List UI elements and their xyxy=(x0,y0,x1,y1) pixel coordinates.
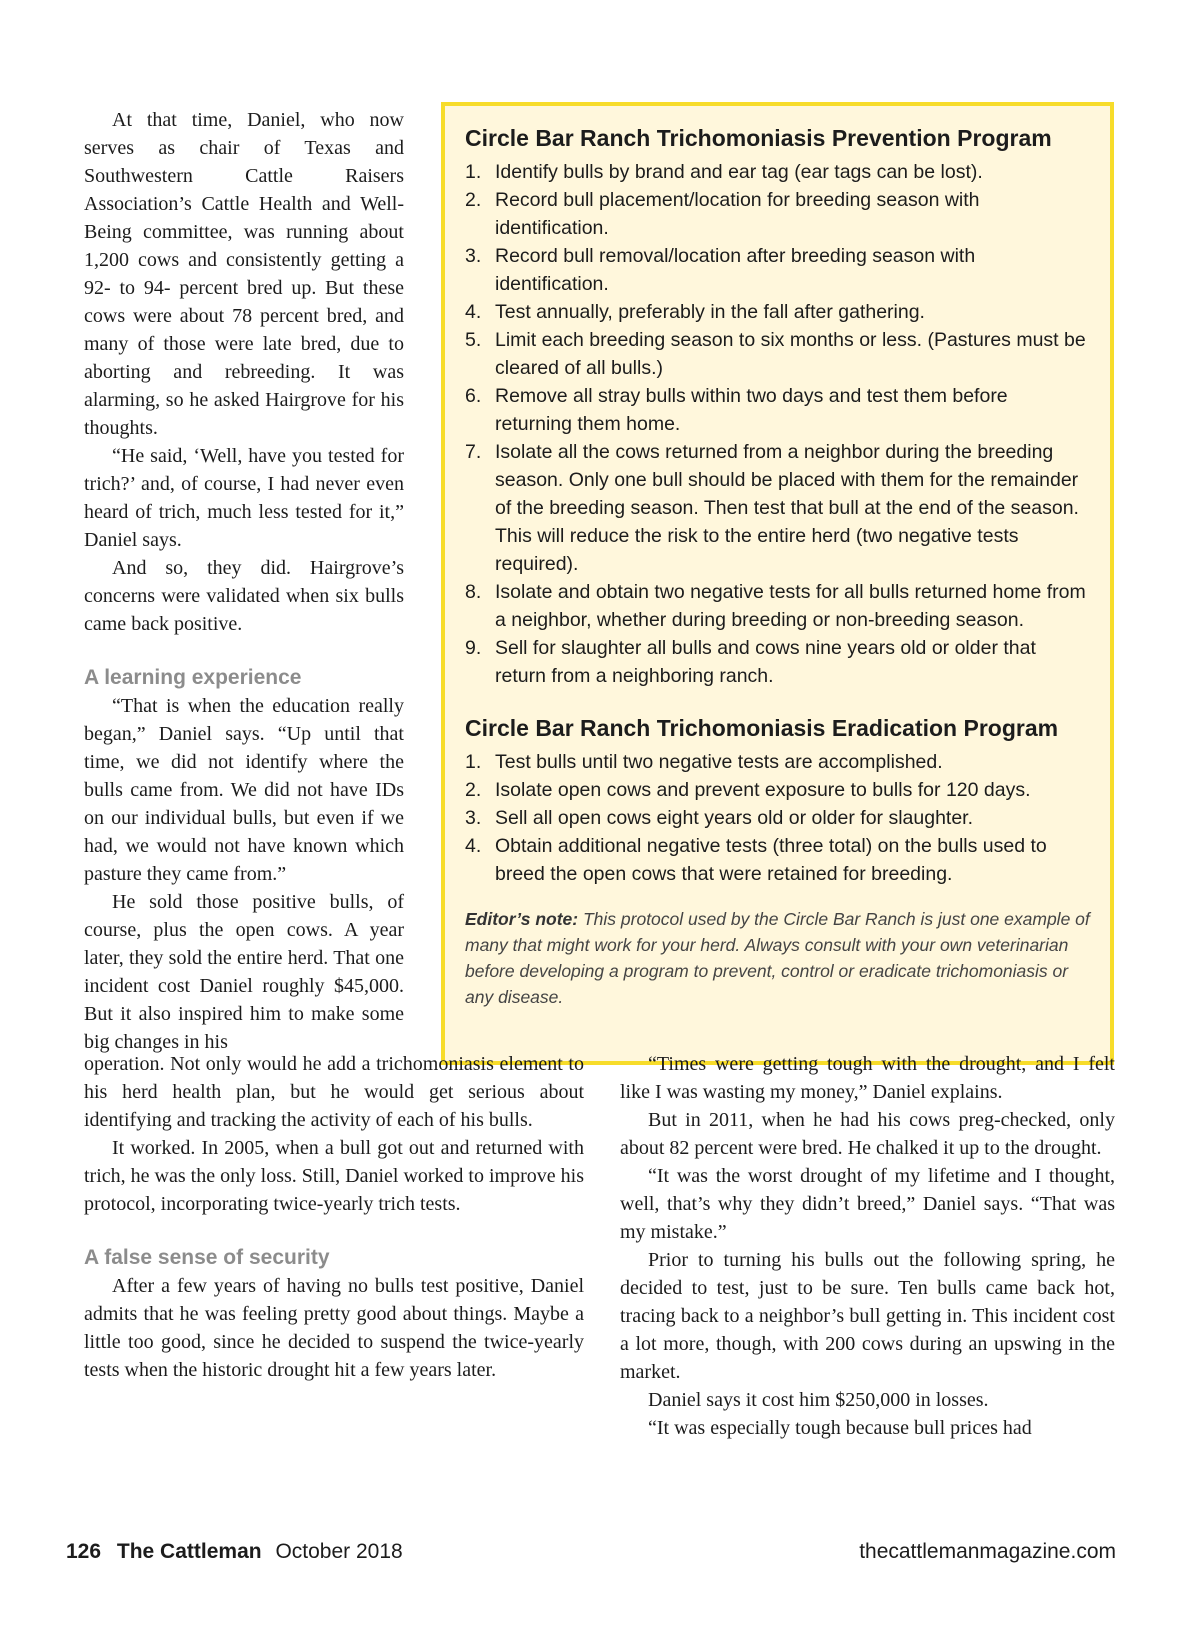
article-paragraph: operation. Not only would he add a trichomoniasis element to his herd health plan, but he would get serious about identifying and tracking the activity of each of his bulls. xyxy=(84,1053,584,1131)
page-footer xyxy=(66,1540,1116,1570)
article-paragraph: “He said, ‘Well, have you tested for trich?’ and, of course, I had never even heard of trich, much less tested for it,” Daniel says. xyxy=(84,445,404,551)
subhead-false-sense-of-security: A false sense of security xyxy=(84,1246,330,1269)
list-number: 6. xyxy=(465,385,482,407)
subhead-learning-experience: A learning experience xyxy=(84,666,302,689)
list-item xyxy=(465,748,1090,776)
list-text: Record bull removal/location after breeding season with identification. xyxy=(495,245,976,295)
list-number: 1. xyxy=(465,751,482,773)
prevention-list xyxy=(465,158,1090,690)
list-item xyxy=(465,242,1090,298)
list-text: Test bulls until two negative tests are accomplished. xyxy=(495,751,943,773)
article-paragraph: “That is when the education really began,” Daniel says. “Up until that time, we did not identify where the bulls came from. We did not have IDs on our individual bulls, but even if we had, we would not have known which pasture they came from.” xyxy=(84,695,404,885)
list-item xyxy=(465,326,1090,382)
list-text: Isolate and obtain two negative tests for all bulls returned home from a neighbor, whether during breeding or non-breeding season. xyxy=(495,581,1086,631)
list-text: Isolate all the cows returned from a neighbor during the breeding season. Only one bull should be placed with them for the remainder of the breeding season. Then test that bull at the end of the season. This will reduce the risk to the entire herd (two negative tests required). xyxy=(495,441,1079,575)
eradication-list xyxy=(465,748,1090,888)
list-text: Sell for slaughter all bulls and cows nine years old or older that return from a neighboring ranch. xyxy=(495,637,1036,687)
article-paragraph: “It was the worst drought of my lifetime and I thought, well, that’s why they didn’t breed,” Daniel says. “That was my mistake.” xyxy=(620,1165,1115,1243)
list-item xyxy=(465,832,1090,888)
article-paragraph: “It was especially tough because bull prices had xyxy=(648,1417,1032,1439)
editor-note xyxy=(465,906,1090,1010)
list-number: 7. xyxy=(465,441,482,463)
list-text: Limit each breeding season to six months or less. (Pastures must be cleared of all bulls.) xyxy=(495,329,1086,379)
list-number: 4. xyxy=(465,301,482,323)
article-continuation xyxy=(84,1050,584,1384)
article-paragraph: At that time, Daniel, who now serves as chair of Texas and Southwestern Cattle Raisers Association’s Cattle Health and Well-Being committee, was running about 1,200 cows and consistently getting a 92- to 94- percent bred up. But these cows were about 78 percent bred, and many of those were late bred, due to aborting and rebreeding. It was alarming, so he asked Hairgrove for his thoughts. xyxy=(84,109,404,439)
list-text: Identify bulls by brand and ear tag (ear tags can be lost). xyxy=(495,161,983,183)
page-number: 126 xyxy=(66,1540,102,1563)
prevention-program-title: Circle Bar Ranch Trichomoniasis Prevention Program xyxy=(465,125,1052,151)
list-item xyxy=(465,298,1090,326)
article-paragraph: Prior to turning his bulls out the following spring, he decided to test, just to be sure. Ten bulls came back hot, tracing back to a neighbor’s bull getting in. This incident cost a lot more, though, with 200 cows during an upswing in the market. xyxy=(620,1249,1115,1383)
list-text: Test annually, preferably in the fall after gathering. xyxy=(495,301,925,323)
article-right-column xyxy=(620,1050,1115,1442)
list-text: Sell all open cows eight years old or older for slaughter. xyxy=(495,807,974,829)
editor-note-text: This protocol used by the Circle Bar Ranch is just one example of many that might work for your herd. Always consult with your own veterinarian before developing a program to prevent, control or eradicate trichomoniasis or any disease. xyxy=(465,909,1090,1007)
article-paragraph: He sold those positive bulls, of course, plus the open cows. A year later, they sold the entire herd. That one incident cost Daniel roughly $45,000. But it also inspired him to make some big changes in his xyxy=(84,891,404,1053)
list-item xyxy=(465,438,1090,578)
article-paragraph: And so, they did. Hairgrove’s concerns were validated when six bulls came back positive. xyxy=(84,557,404,635)
list-text: Obtain additional negative tests (three total) on the bulls used to breed the open cows that were retained for breeding. xyxy=(495,835,1047,885)
website-url: thecattlemanmagazine.com xyxy=(859,1540,1116,1563)
magazine-name: The Cattleman xyxy=(116,1540,262,1563)
list-item xyxy=(465,382,1090,438)
list-number: 3. xyxy=(465,807,482,829)
list-text: Remove all stray bulls within two days and test them before returning them home. xyxy=(495,385,1008,435)
list-number: 5. xyxy=(465,329,482,351)
list-number: 2. xyxy=(465,779,482,801)
list-item xyxy=(465,158,1090,186)
article-paragraph: After a few years of having no bulls test positive, Daniel admits that he was feeling pretty good about things. Maybe a little too good, since he decided to suspend the twice-yearly tests when the historic drought hit a few years later. xyxy=(84,1275,584,1381)
list-item xyxy=(465,634,1090,690)
list-text: Isolate open cows and prevent exposure to bulls for 120 days. xyxy=(495,779,1031,801)
article-paragraph: Daniel says it cost him $250,000 in losses. xyxy=(648,1389,989,1411)
list-item xyxy=(465,578,1090,634)
editor-note-label: Editor’s note: xyxy=(465,909,579,929)
list-number: 8. xyxy=(465,581,482,603)
list-item xyxy=(465,776,1090,804)
sidebar-box xyxy=(441,102,1114,1065)
eradication-program-title: Circle Bar Ranch Trichomoniasis Eradication Program xyxy=(465,715,1059,741)
list-item xyxy=(465,804,1090,832)
issue-date: October 2018 xyxy=(275,1540,403,1563)
article-paragraph: It worked. In 2005, when a bull got out and returned with trich, he was the only loss. Still, Daniel worked to improve his protocol, incorporating twice-yearly trich tests. xyxy=(84,1137,584,1215)
article-paragraph: But in 2011, when he had his cows preg-checked, only about 82 percent were bred. He chalked it up to the drought. xyxy=(620,1109,1115,1159)
list-number: 4. xyxy=(465,835,482,857)
list-number: 1. xyxy=(465,161,482,183)
list-number: 2. xyxy=(465,189,482,211)
list-text: Record bull placement/location for breeding season with identification. xyxy=(495,189,980,239)
list-number: 9. xyxy=(465,637,482,659)
list-number: 3. xyxy=(465,245,482,267)
list-item xyxy=(465,186,1090,242)
article-left-column xyxy=(84,106,404,1056)
article-paragraph: “Times were getting tough with the drought, and I felt like I was wasting my money,” Daniel explains. xyxy=(620,1053,1115,1103)
